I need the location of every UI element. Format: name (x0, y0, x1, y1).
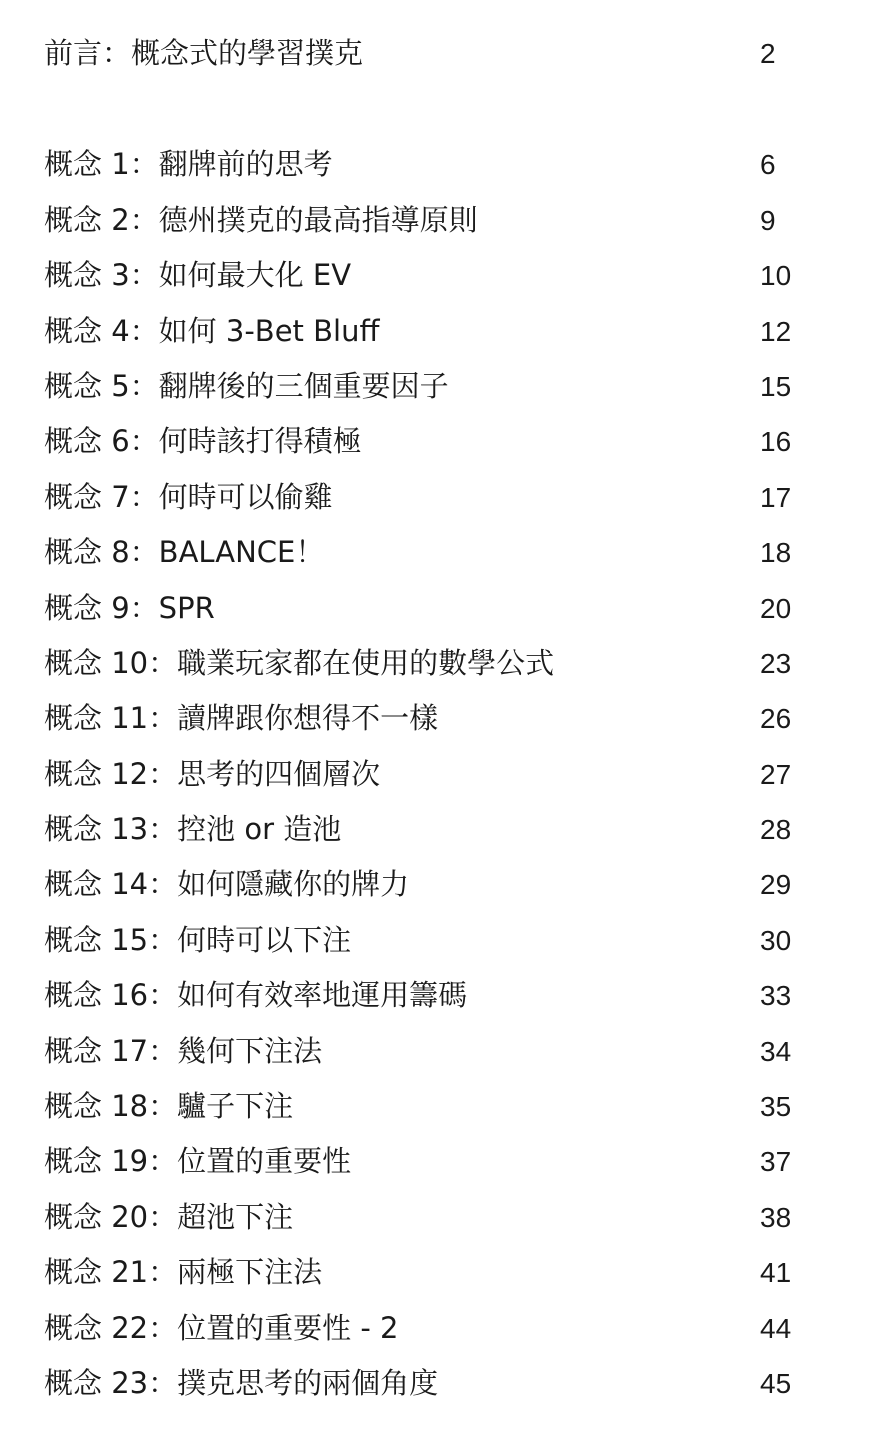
toc-entry-page-number: 34 (760, 1035, 792, 1067)
toc-entry-title: 概念 20：超池下注 (44, 1199, 294, 1234)
toc-entry-page-number: 41 (760, 1257, 792, 1289)
toc-entry-page-number: 45 (760, 1367, 792, 1399)
toc-entry-title: 概念 10：職業玩家都在使用的數學公式 (44, 645, 555, 680)
toc-entry-title: 概念 8：BALANCE！ (44, 535, 325, 570)
toc-entry-title: 概念 12：思考的四個層次 (44, 756, 381, 791)
toc-entry-page-number: 12 (760, 315, 792, 347)
toc-entry[interactable] (44, 1079, 844, 1134)
toc-entry[interactable] (44, 581, 844, 636)
toc-entry-title: 概念 21：兩極下注法 (44, 1255, 323, 1290)
toc-entry-title: 概念 3：如何最大化 EV (44, 258, 352, 293)
toc-entry[interactable] (44, 137, 844, 192)
toc-entry-page-number: 26 (760, 703, 792, 735)
toc-entry[interactable] (44, 968, 844, 1023)
toc-entry-title: 概念 13：控池 or 造池 (44, 812, 342, 847)
toc-entry-page-number: 35 (760, 1091, 792, 1123)
toc-entry-page-number: 28 (760, 814, 792, 846)
toc-entry[interactable] (44, 1356, 844, 1411)
toc-entry-page-number: 23 (760, 647, 792, 679)
toc-entry-title: 概念 23：撲克思考的兩個角度 (44, 1365, 439, 1400)
toc-entry[interactable] (44, 470, 844, 525)
toc-entry-page-number: 20 (760, 592, 792, 624)
toc-entry-title: 概念 16：如何有效率地運用籌碼 (44, 978, 468, 1013)
toc-entry[interactable] (44, 1245, 844, 1300)
toc-entry[interactable] (44, 691, 844, 746)
toc-entry[interactable] (44, 525, 844, 580)
toc-entry-title: 概念 4：如何 3-Bet Bluff (44, 313, 380, 348)
toc-entry-title: 概念 1：翻牌前的思考 (44, 147, 333, 182)
toc-entry-title: 概念 18：驢子下注 (44, 1089, 294, 1124)
toc-entry-title: 概念 11：讀牌跟你想得不一樣 (44, 701, 439, 736)
toc-entry-page-number: 6 (760, 149, 776, 181)
toc-entry[interactable] (44, 1134, 844, 1189)
toc-entry-page-number: 18 (760, 537, 792, 569)
toc-entry-title: 概念 5：翻牌後的三個重要因子 (44, 368, 449, 403)
toc-entry-page-number: 2 (760, 38, 776, 69)
toc-entry-page-number: 30 (760, 924, 792, 956)
toc-entry[interactable] (44, 1190, 844, 1245)
toc-entry-list (44, 137, 844, 1411)
toc-entry[interactable] (44, 359, 844, 414)
toc-entry-title: 概念 19：位置的重要性 (44, 1144, 352, 1179)
toc-entry-page-number: 10 (760, 260, 792, 292)
toc-entry[interactable] (44, 304, 844, 359)
toc-entry[interactable] (44, 1301, 844, 1356)
toc-entry-title: 概念 15：何時可以下注 (44, 922, 352, 957)
toc-entry-title: 前言：概念式的學習撲克 (44, 36, 364, 70)
toc-entry[interactable] (44, 802, 844, 857)
toc-entry-title: 概念 7：何時可以偷雞 (44, 479, 333, 514)
toc-entry-page-number: 33 (760, 980, 792, 1012)
toc-entry-page-number: 37 (760, 1146, 792, 1178)
toc-entry-page-number: 38 (760, 1201, 792, 1233)
toc-entry-page-number: 15 (760, 370, 792, 402)
toc-entry-title: 概念 2：德州撲克的最高指導原則 (44, 202, 478, 237)
toc-entry-page-number: 44 (760, 1312, 792, 1344)
toc-entry-title: 概念 14：如何隱藏你的牌力 (44, 867, 410, 902)
toc-entry-title: 概念 22：位置的重要性 - 2 (44, 1310, 399, 1345)
toc-entry-title: 概念 9：SPR (44, 590, 215, 625)
table-of-contents (44, 26, 844, 1411)
toc-entry-page-number: 27 (760, 758, 792, 790)
toc-entry-page-number: 17 (760, 481, 792, 513)
toc-entry-page-number: 16 (760, 426, 792, 458)
toc-entry-title: 概念 17：幾何下注法 (44, 1033, 323, 1068)
toc-entry-page-number: 9 (760, 204, 776, 236)
toc-entry[interactable] (44, 193, 844, 248)
toc-entry[interactable] (44, 248, 844, 303)
toc-entry[interactable] (44, 747, 844, 802)
toc-entry[interactable] (44, 414, 844, 469)
toc-entry[interactable] (44, 857, 844, 912)
toc-entry-intro[interactable] (44, 26, 844, 81)
toc-entry-title: 概念 6：何時該打得積極 (44, 424, 362, 459)
toc-entry-page-number: 29 (760, 869, 792, 901)
toc-entry[interactable] (44, 913, 844, 968)
toc-entry[interactable] (44, 1024, 844, 1079)
toc-entry[interactable] (44, 636, 844, 691)
